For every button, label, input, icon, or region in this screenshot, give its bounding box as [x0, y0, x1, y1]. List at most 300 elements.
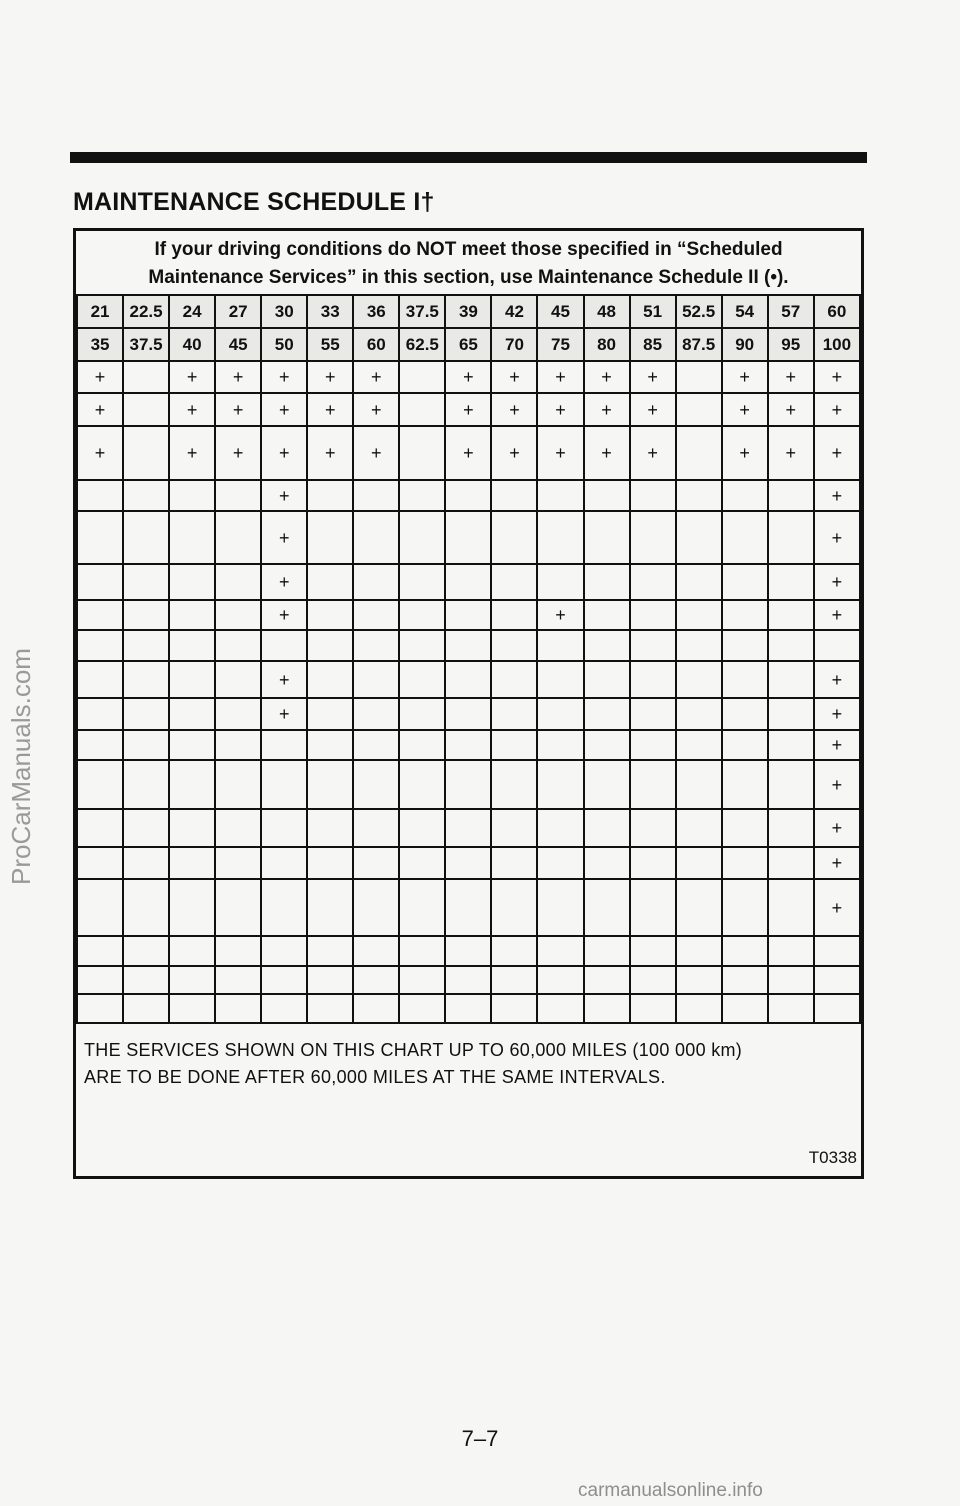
service-cell	[676, 879, 722, 936]
service-cell	[399, 361, 445, 393]
service-cell	[215, 480, 261, 511]
service-cell	[215, 511, 261, 564]
service-cell	[491, 966, 537, 994]
service-cell	[445, 809, 491, 847]
service-cell: +	[630, 426, 676, 480]
km-cell: 45	[215, 328, 261, 361]
service-cell: +	[722, 426, 768, 480]
service-row	[77, 994, 860, 1023]
service-cell	[722, 809, 768, 847]
service-cell: +	[814, 698, 860, 730]
service-cell	[445, 480, 491, 511]
service-cell: +	[814, 809, 860, 847]
service-cell	[353, 480, 399, 511]
service-cell	[399, 698, 445, 730]
service-cell	[537, 809, 583, 847]
service-cell: +	[491, 426, 537, 480]
footer-line-2: ARE TO BE DONE AFTER 60,000 MILES AT THE SAME INTERVALS.	[84, 1067, 666, 1087]
service-cell	[584, 661, 630, 698]
service-cell	[491, 879, 537, 936]
service-cell	[123, 564, 169, 600]
service-cell: +	[353, 361, 399, 393]
service-cell	[307, 760, 353, 809]
service-cell: +	[722, 361, 768, 393]
service-cell	[676, 809, 722, 847]
km-cell: 87.5	[676, 328, 722, 361]
footer-line-1: THE SERVICES SHOWN ON THIS CHART UP TO 60,000 MILES (100 000 km)	[84, 1040, 743, 1060]
service-row	[77, 564, 860, 600]
service-cell	[215, 966, 261, 994]
service-cell: +	[814, 393, 860, 426]
km-header-row	[77, 328, 860, 361]
service-cell	[353, 936, 399, 966]
service-cell: +	[169, 361, 215, 393]
service-cell	[491, 480, 537, 511]
service-cell	[77, 879, 123, 936]
service-cell: +	[630, 393, 676, 426]
miles-cell: 30	[261, 295, 307, 328]
km-cell: 90	[722, 328, 768, 361]
service-cell	[722, 511, 768, 564]
service-cell	[169, 698, 215, 730]
service-cell: +	[215, 426, 261, 480]
service-cell	[307, 936, 353, 966]
km-cell: 85	[630, 328, 676, 361]
service-cell	[399, 879, 445, 936]
service-cell	[399, 809, 445, 847]
service-cell	[215, 760, 261, 809]
service-cell	[123, 879, 169, 936]
service-cell	[261, 847, 307, 879]
service-cell	[123, 480, 169, 511]
service-cell	[169, 760, 215, 809]
miles-cell: 51	[630, 295, 676, 328]
service-cell	[676, 630, 722, 661]
service-cell	[169, 847, 215, 879]
service-cell	[123, 426, 169, 480]
bottom-watermark: carmanualsonline.info	[578, 1480, 763, 1501]
service-cell	[445, 600, 491, 630]
service-cell: +	[814, 760, 860, 809]
service-row	[77, 730, 860, 760]
service-cell	[353, 760, 399, 809]
service-cell	[77, 630, 123, 661]
service-cell	[537, 564, 583, 600]
service-cell	[261, 760, 307, 809]
service-cell	[537, 879, 583, 936]
service-cell	[814, 936, 860, 966]
service-cell: +	[261, 661, 307, 698]
service-cell	[399, 730, 445, 760]
service-cell	[307, 600, 353, 630]
miles-cell: 36	[353, 295, 399, 328]
miles-cell: 42	[491, 295, 537, 328]
km-cell: 35	[77, 328, 123, 361]
km-cell: 40	[169, 328, 215, 361]
service-cell	[307, 730, 353, 760]
service-cell	[353, 879, 399, 936]
service-row	[77, 361, 860, 393]
service-cell	[169, 994, 215, 1023]
service-cell	[77, 511, 123, 564]
service-cell	[722, 760, 768, 809]
service-cell	[261, 730, 307, 760]
service-cell	[814, 966, 860, 994]
service-row	[77, 847, 860, 879]
service-cell	[491, 564, 537, 600]
service-cell	[123, 661, 169, 698]
km-cell: 100	[814, 328, 860, 361]
service-cell: +	[768, 426, 814, 480]
service-cell: +	[814, 847, 860, 879]
service-cell	[123, 393, 169, 426]
service-cell	[399, 966, 445, 994]
service-cell	[399, 426, 445, 480]
service-cell	[584, 966, 630, 994]
service-cell	[77, 994, 123, 1023]
service-cell	[445, 879, 491, 936]
service-cell	[676, 847, 722, 879]
service-cell	[353, 564, 399, 600]
service-cell	[307, 661, 353, 698]
miles-cell: 45	[537, 295, 583, 328]
service-cell: +	[261, 361, 307, 393]
service-cell	[768, 847, 814, 879]
service-cell	[768, 936, 814, 966]
service-cell	[123, 630, 169, 661]
service-cell	[630, 630, 676, 661]
service-cell	[768, 661, 814, 698]
service-cell	[169, 600, 215, 630]
service-row	[77, 393, 860, 426]
km-cell: 37.5	[123, 328, 169, 361]
service-cell	[537, 730, 583, 760]
service-cell	[169, 936, 215, 966]
service-cell: +	[77, 426, 123, 480]
service-cell: +	[77, 393, 123, 426]
service-cell	[307, 847, 353, 879]
service-cell: +	[261, 600, 307, 630]
service-cell	[215, 630, 261, 661]
service-cell: +	[630, 361, 676, 393]
service-cell	[676, 936, 722, 966]
service-cell	[399, 393, 445, 426]
service-cell	[584, 879, 630, 936]
service-cell	[537, 480, 583, 511]
service-cell	[722, 994, 768, 1023]
service-cell	[768, 760, 814, 809]
service-cell: +	[491, 361, 537, 393]
service-cell	[399, 847, 445, 879]
service-cell	[491, 760, 537, 809]
miles-cell: 22.5	[123, 295, 169, 328]
service-cell	[722, 847, 768, 879]
km-cell: 70	[491, 328, 537, 361]
service-cell	[169, 730, 215, 760]
service-cell	[307, 511, 353, 564]
service-cell	[537, 994, 583, 1023]
service-cell	[768, 600, 814, 630]
service-cell: +	[814, 879, 860, 936]
service-cell: +	[537, 426, 583, 480]
service-cell	[676, 361, 722, 393]
miles-cell: 33	[307, 295, 353, 328]
service-cell	[584, 511, 630, 564]
service-row	[77, 879, 860, 936]
service-cell	[676, 661, 722, 698]
service-cell	[676, 698, 722, 730]
service-cell	[169, 966, 215, 994]
service-cell: +	[215, 361, 261, 393]
intro-line-1: If your driving conditions do NOT meet those specified in “Scheduled	[154, 239, 783, 260]
service-cell	[676, 730, 722, 760]
service-cell	[123, 847, 169, 879]
service-cell	[77, 809, 123, 847]
service-cell	[630, 661, 676, 698]
service-cell	[445, 564, 491, 600]
miles-header-row	[77, 295, 860, 328]
service-row	[77, 936, 860, 966]
service-cell	[261, 809, 307, 847]
service-cell	[722, 600, 768, 630]
service-cell	[353, 630, 399, 661]
service-row	[77, 698, 860, 730]
service-cell	[307, 809, 353, 847]
service-cell	[307, 994, 353, 1023]
service-cell	[768, 480, 814, 511]
miles-cell: 57	[768, 295, 814, 328]
service-cell	[630, 511, 676, 564]
page-title: MAINTENANCE SCHEDULE I†	[73, 188, 435, 216]
service-cell	[169, 480, 215, 511]
service-cell	[261, 966, 307, 994]
service-cell	[445, 698, 491, 730]
miles-cell: 48	[584, 295, 630, 328]
service-row	[77, 480, 860, 511]
service-cell	[491, 511, 537, 564]
service-cell	[630, 966, 676, 994]
service-cell	[307, 698, 353, 730]
km-cell: 75	[537, 328, 583, 361]
service-cell	[307, 879, 353, 936]
service-cell	[445, 511, 491, 564]
service-row	[77, 600, 860, 630]
service-cell: +	[584, 426, 630, 480]
service-cell	[768, 511, 814, 564]
miles-cell: 37.5	[399, 295, 445, 328]
service-row	[77, 760, 860, 809]
service-cell	[630, 480, 676, 511]
service-cell: +	[261, 511, 307, 564]
service-cell: +	[169, 393, 215, 426]
service-cell	[399, 600, 445, 630]
service-cell: +	[169, 426, 215, 480]
service-cell	[307, 564, 353, 600]
service-cell	[445, 760, 491, 809]
service-cell	[768, 730, 814, 760]
service-cell	[814, 994, 860, 1023]
service-cell	[584, 730, 630, 760]
service-cell: +	[445, 426, 491, 480]
service-cell: +	[814, 361, 860, 393]
service-cell	[814, 630, 860, 661]
service-cell	[584, 698, 630, 730]
service-cell	[491, 936, 537, 966]
service-cell	[584, 809, 630, 847]
service-cell: +	[814, 480, 860, 511]
service-cell	[537, 760, 583, 809]
service-cell	[215, 936, 261, 966]
service-cell	[353, 698, 399, 730]
service-cell: +	[445, 361, 491, 393]
header-rule	[70, 152, 867, 163]
service-cell	[768, 698, 814, 730]
service-cell	[77, 698, 123, 730]
service-cell	[77, 847, 123, 879]
service-cell	[584, 847, 630, 879]
service-cell: +	[261, 564, 307, 600]
service-cell	[215, 994, 261, 1023]
service-cell	[630, 994, 676, 1023]
service-cell: +	[261, 480, 307, 511]
service-cell	[123, 760, 169, 809]
service-cell	[353, 600, 399, 630]
service-cell: +	[307, 393, 353, 426]
service-cell	[215, 600, 261, 630]
service-cell	[491, 994, 537, 1023]
chart-code: T0338	[808, 1148, 857, 1167]
service-cell: +	[261, 393, 307, 426]
service-cell	[676, 994, 722, 1023]
service-cell	[123, 730, 169, 760]
service-cell	[584, 480, 630, 511]
service-cell: +	[814, 511, 860, 564]
service-cell: +	[814, 600, 860, 630]
service-cell: +	[722, 393, 768, 426]
service-row	[77, 966, 860, 994]
service-cell	[123, 361, 169, 393]
service-cell	[584, 630, 630, 661]
service-cell: +	[77, 361, 123, 393]
service-cell	[77, 564, 123, 600]
service-cell	[399, 936, 445, 966]
miles-cell: 39	[445, 295, 491, 328]
service-cell	[491, 661, 537, 698]
service-cell	[491, 730, 537, 760]
service-cell	[261, 936, 307, 966]
service-cell	[77, 936, 123, 966]
service-cell	[353, 809, 399, 847]
service-cell	[399, 511, 445, 564]
service-cell	[768, 994, 814, 1023]
service-cell	[768, 966, 814, 994]
service-cell: +	[814, 661, 860, 698]
service-cell	[445, 847, 491, 879]
service-cell	[215, 879, 261, 936]
service-cell	[722, 879, 768, 936]
km-cell: 80	[584, 328, 630, 361]
service-cell	[722, 661, 768, 698]
service-cell	[77, 480, 123, 511]
service-cell	[123, 994, 169, 1023]
service-cell	[722, 936, 768, 966]
service-cell: +	[261, 426, 307, 480]
service-cell	[261, 879, 307, 936]
service-cell	[215, 661, 261, 698]
miles-cell: 24	[169, 295, 215, 328]
service-cell	[123, 966, 169, 994]
miles-cell: 60	[814, 295, 860, 328]
service-cell	[399, 760, 445, 809]
service-cell	[491, 630, 537, 661]
service-cell	[77, 730, 123, 760]
service-cell	[445, 661, 491, 698]
service-cell	[676, 480, 722, 511]
service-cell	[584, 760, 630, 809]
service-cell	[676, 564, 722, 600]
service-cell	[584, 564, 630, 600]
service-cell	[353, 730, 399, 760]
service-row	[77, 426, 860, 480]
service-cell	[722, 480, 768, 511]
service-cell	[630, 730, 676, 760]
service-cell	[676, 393, 722, 426]
schedule-footer	[84, 1037, 854, 1091]
service-cell	[307, 480, 353, 511]
intro-line-2: Maintenance Services” in this section, use Maintenance Schedule II (•).	[148, 267, 789, 288]
service-cell: +	[814, 426, 860, 480]
service-cell	[676, 760, 722, 809]
service-cell	[722, 698, 768, 730]
service-cell	[353, 661, 399, 698]
service-cell	[353, 966, 399, 994]
km-cell: 60	[353, 328, 399, 361]
service-cell	[630, 760, 676, 809]
service-cell	[630, 809, 676, 847]
miles-cell: 54	[722, 295, 768, 328]
service-cell	[768, 630, 814, 661]
service-cell	[307, 630, 353, 661]
service-cell	[630, 936, 676, 966]
service-cell	[491, 698, 537, 730]
service-cell	[77, 760, 123, 809]
service-cell	[537, 511, 583, 564]
service-cell	[123, 809, 169, 847]
page-number: 7–7	[461, 1426, 499, 1451]
km-cell: 50	[261, 328, 307, 361]
service-cell	[399, 564, 445, 600]
service-cell	[123, 698, 169, 730]
service-cell	[584, 600, 630, 630]
service-cell	[77, 661, 123, 698]
service-cell	[630, 564, 676, 600]
service-cell: +	[537, 393, 583, 426]
side-watermark: ProCarManuals.com	[6, 648, 36, 885]
service-cell	[215, 698, 261, 730]
service-cell	[169, 564, 215, 600]
service-cell	[630, 698, 676, 730]
service-cell	[215, 730, 261, 760]
service-cell	[353, 847, 399, 879]
service-cell	[491, 600, 537, 630]
service-cell: +	[491, 393, 537, 426]
service-row	[77, 511, 860, 564]
km-cell: 62.5	[399, 328, 445, 361]
service-cell	[169, 661, 215, 698]
service-cell	[77, 966, 123, 994]
km-cell: 55	[307, 328, 353, 361]
service-cell	[768, 879, 814, 936]
